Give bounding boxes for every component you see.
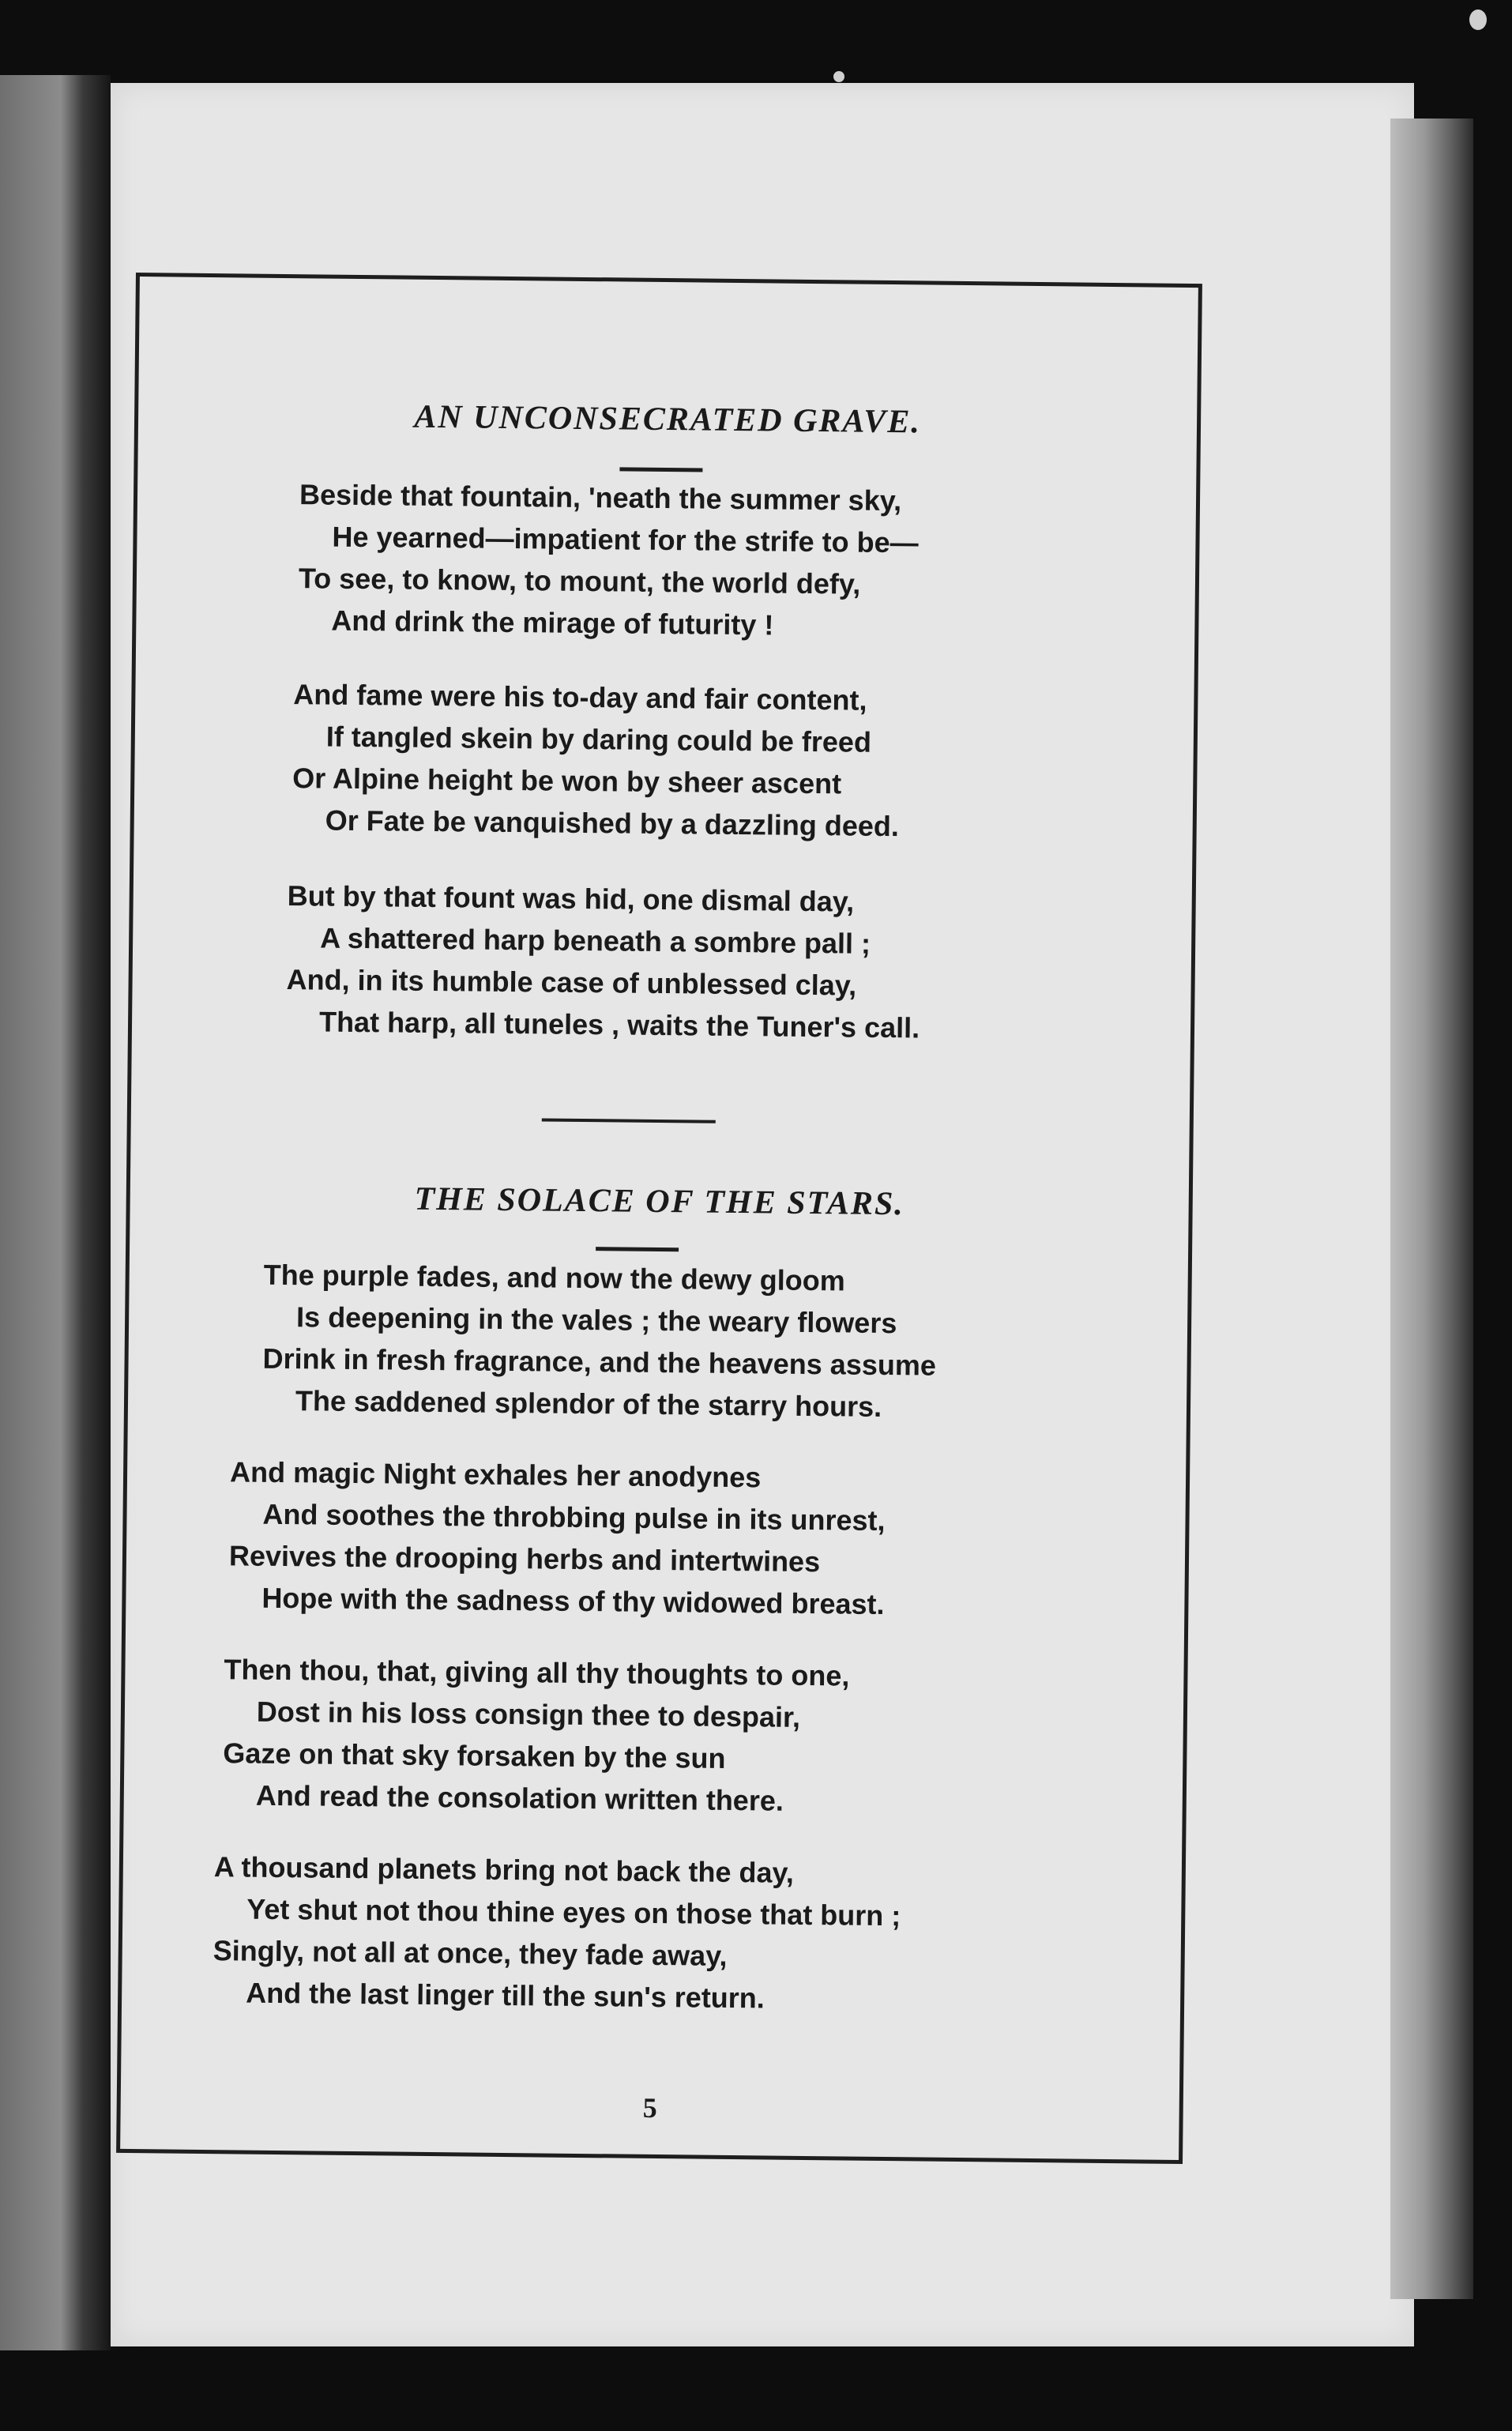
poem-line: And read the consolation written there. (255, 1778, 784, 1817)
poem-line: Or Alpine height be won by sheer ascent (292, 762, 842, 800)
stanza (291, 673, 900, 847)
poem-line: A thousand planets bring not back the day, (213, 1850, 795, 1889)
poem-line: Is deepening in the vales ; the weary flowers (295, 1300, 897, 1340)
stanza (223, 1648, 850, 1822)
stanza (286, 875, 921, 1048)
poem-line: He yearned—impatient for the strife to be— (332, 520, 919, 559)
poem-line: And, in its humble case of unblessed clay, (286, 963, 857, 1002)
poem-line: Hope with the sadness of thy widowed breast. (261, 1581, 885, 1621)
stanza (213, 1846, 901, 2020)
title-rule (619, 467, 702, 472)
poem-title: THE SOLACE OF THE STARS. (414, 1180, 905, 1223)
poem-line: And the last linger till the sun's return. (245, 1976, 765, 2015)
page-edge-shadow (1390, 119, 1473, 2299)
poem-line: The saddened splendor of the starry hours. (295, 1384, 882, 1423)
poem-line: The purple fades, and now the dewy gloom (263, 1258, 845, 1297)
stanza (298, 473, 919, 647)
poem-line: Gaze on that sky forsaken by the sun (223, 1737, 726, 1774)
poem-line: Yet shut not thou thine eyes on those that burn ; (246, 1892, 901, 1932)
poem-line: Or Fate be vanquished by a dazzling deed. (325, 803, 900, 843)
section-divider (542, 1118, 716, 1123)
poem-line: And magic Night exhales her anodynes (229, 1455, 762, 1494)
poem-line: If tangled skein by daring could be freed (325, 720, 872, 758)
poem-line: Singly, not all at once, they fade away, (213, 1934, 728, 1972)
poem-line: And soothes the throbbing pulse in its unrest, (262, 1497, 886, 1537)
poem-line: And drink the mirage of futurity ! (331, 604, 774, 642)
poem-line: Beside that fountain, 'neath the summer sky, (299, 478, 902, 517)
poem-line: Drink in fresh fragrance, and the heavens assume (262, 1342, 937, 1382)
poem-line: A shattered harp beneath a sombre pall ; (319, 921, 871, 960)
scan-speck (833, 71, 844, 82)
poem-line: Dost in his loss consign thee to despair, (256, 1695, 801, 1733)
poem-line: That harp, all tuneles , waits the Tuner's call. (318, 1005, 920, 1044)
poem-line: Then thou, that, giving all thy thoughts to one, (224, 1653, 850, 1692)
stanza (228, 1451, 886, 1625)
page-border-frame (116, 273, 1202, 2164)
stanza (262, 1254, 937, 1428)
poem-line: And fame were his to-day and fair content, (293, 678, 867, 717)
title-rule (596, 1247, 679, 1251)
page-number: 5 (642, 2091, 657, 2124)
adjacent-page-edge (0, 75, 111, 2350)
poem-line: To see, to know, to mount, the world defy, (298, 562, 861, 600)
poem-line: But by that fount was hid, one dismal day, (287, 879, 855, 918)
scan-speck (1469, 9, 1487, 30)
poem-title: AN UNCONSECRATED GRAVE. (414, 398, 922, 441)
page-content (120, 277, 1198, 2160)
poem-line: Revives the drooping herbs and intertwines (228, 1539, 821, 1579)
